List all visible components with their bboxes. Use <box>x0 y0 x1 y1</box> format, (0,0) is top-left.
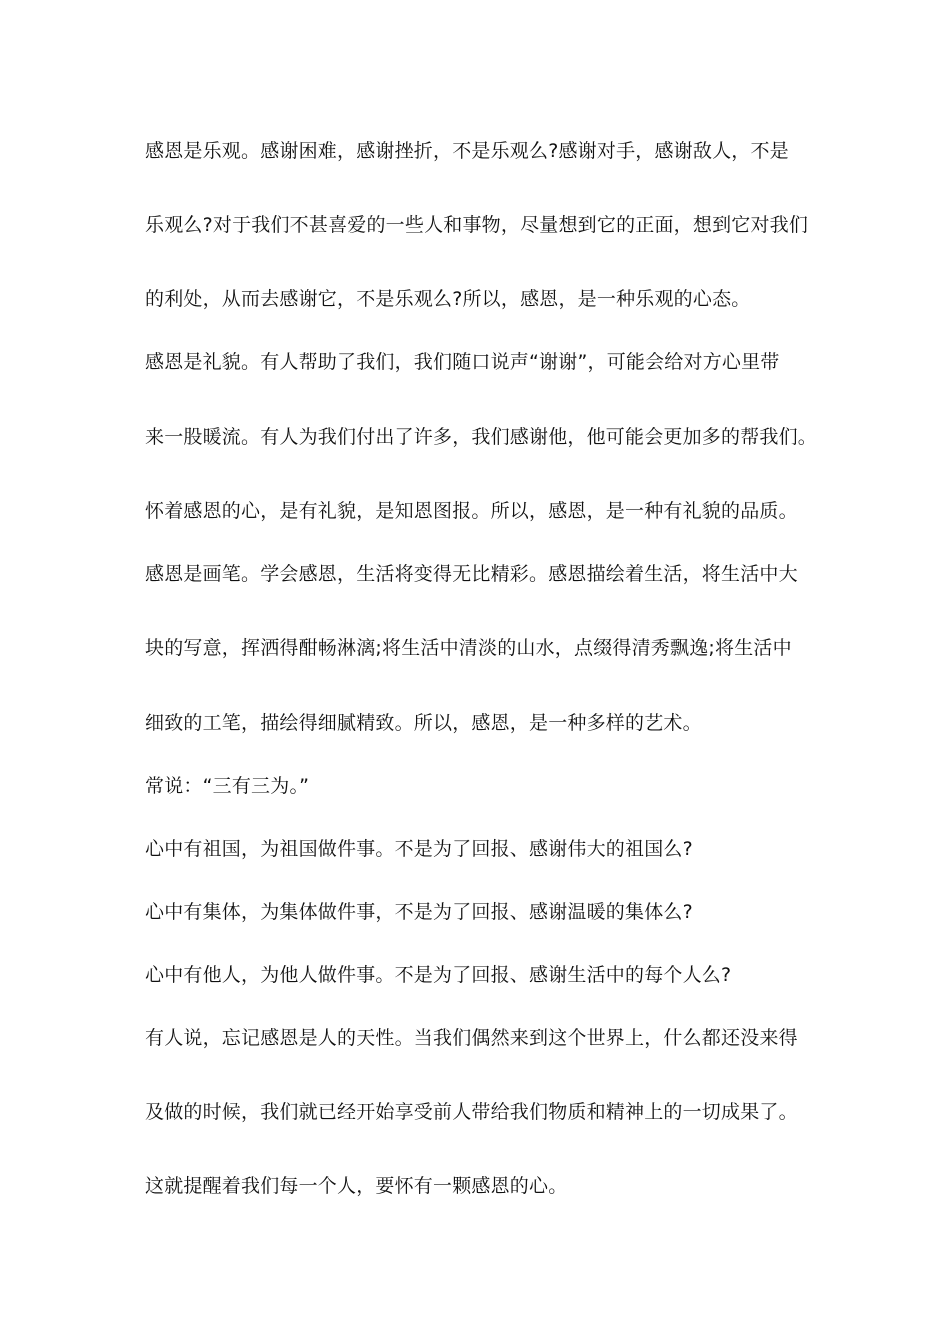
text-line: 乐观么?对于我们不甚喜爱的一些人和事物，尽量想到它的正面，想到它对我们 <box>145 214 809 236</box>
text-line: 细致的工笔，描绘得细腻精致。所以，感恩，是一种多样的艺术。 <box>145 712 702 734</box>
text-line: 常说：“三有三为。” <box>145 775 310 797</box>
text-line: 感恩是礼貌。有人帮助了我们，我们随口说声“谢谢”，可能会给对方心里带 <box>145 351 780 373</box>
text-line: 怀着感恩的心，是有礼貌，是知恩图报。所以，感恩，是一种有礼貌的品质。 <box>145 500 798 522</box>
text-line: 有人说，忘记感恩是人的天性。当我们偶然来到这个世界上，什么都还没来得 <box>145 1027 798 1049</box>
text-line: 来一股暖流。有人为我们付出了许多，我们感谢他，他可能会更加多的帮我们。 <box>145 426 818 448</box>
text-line: 感恩是画笔。学会感恩，生活将变得无比精彩。感恩描绘着生活，将生活中大 <box>145 563 798 585</box>
text-line: 心中有集体，为集体做件事，不是为了回报、感谢温暖的集体么? <box>145 901 693 923</box>
text-line: 这就提醒着我们每一个人，要怀有一颗感恩的心。 <box>145 1175 568 1197</box>
text-line: 块的写意，挥洒得酣畅淋漓;将生活中清淡的山水，点缀得清秀飘逸;将生活中 <box>145 637 792 659</box>
text-line: 及做的时候，我们就已经开始享受前人带给我们物质和精神上的一切成果了。 <box>145 1101 798 1123</box>
text-line: 心中有祖国，为祖国做件事。不是为了回报、感谢伟大的祖国么? <box>145 838 693 860</box>
text-line: 感恩是乐观。感谢困难，感谢挫折，不是乐观么?感谢对手，感谢敌人，不是 <box>145 140 789 162</box>
text-line: 的利处，从而去感谢它，不是乐观么?所以，感恩，是一种乐观的心态。 <box>145 288 751 310</box>
text-line: 心中有他人，为他人做件事。不是为了回报、感谢生活中的每个人么? <box>145 964 732 986</box>
